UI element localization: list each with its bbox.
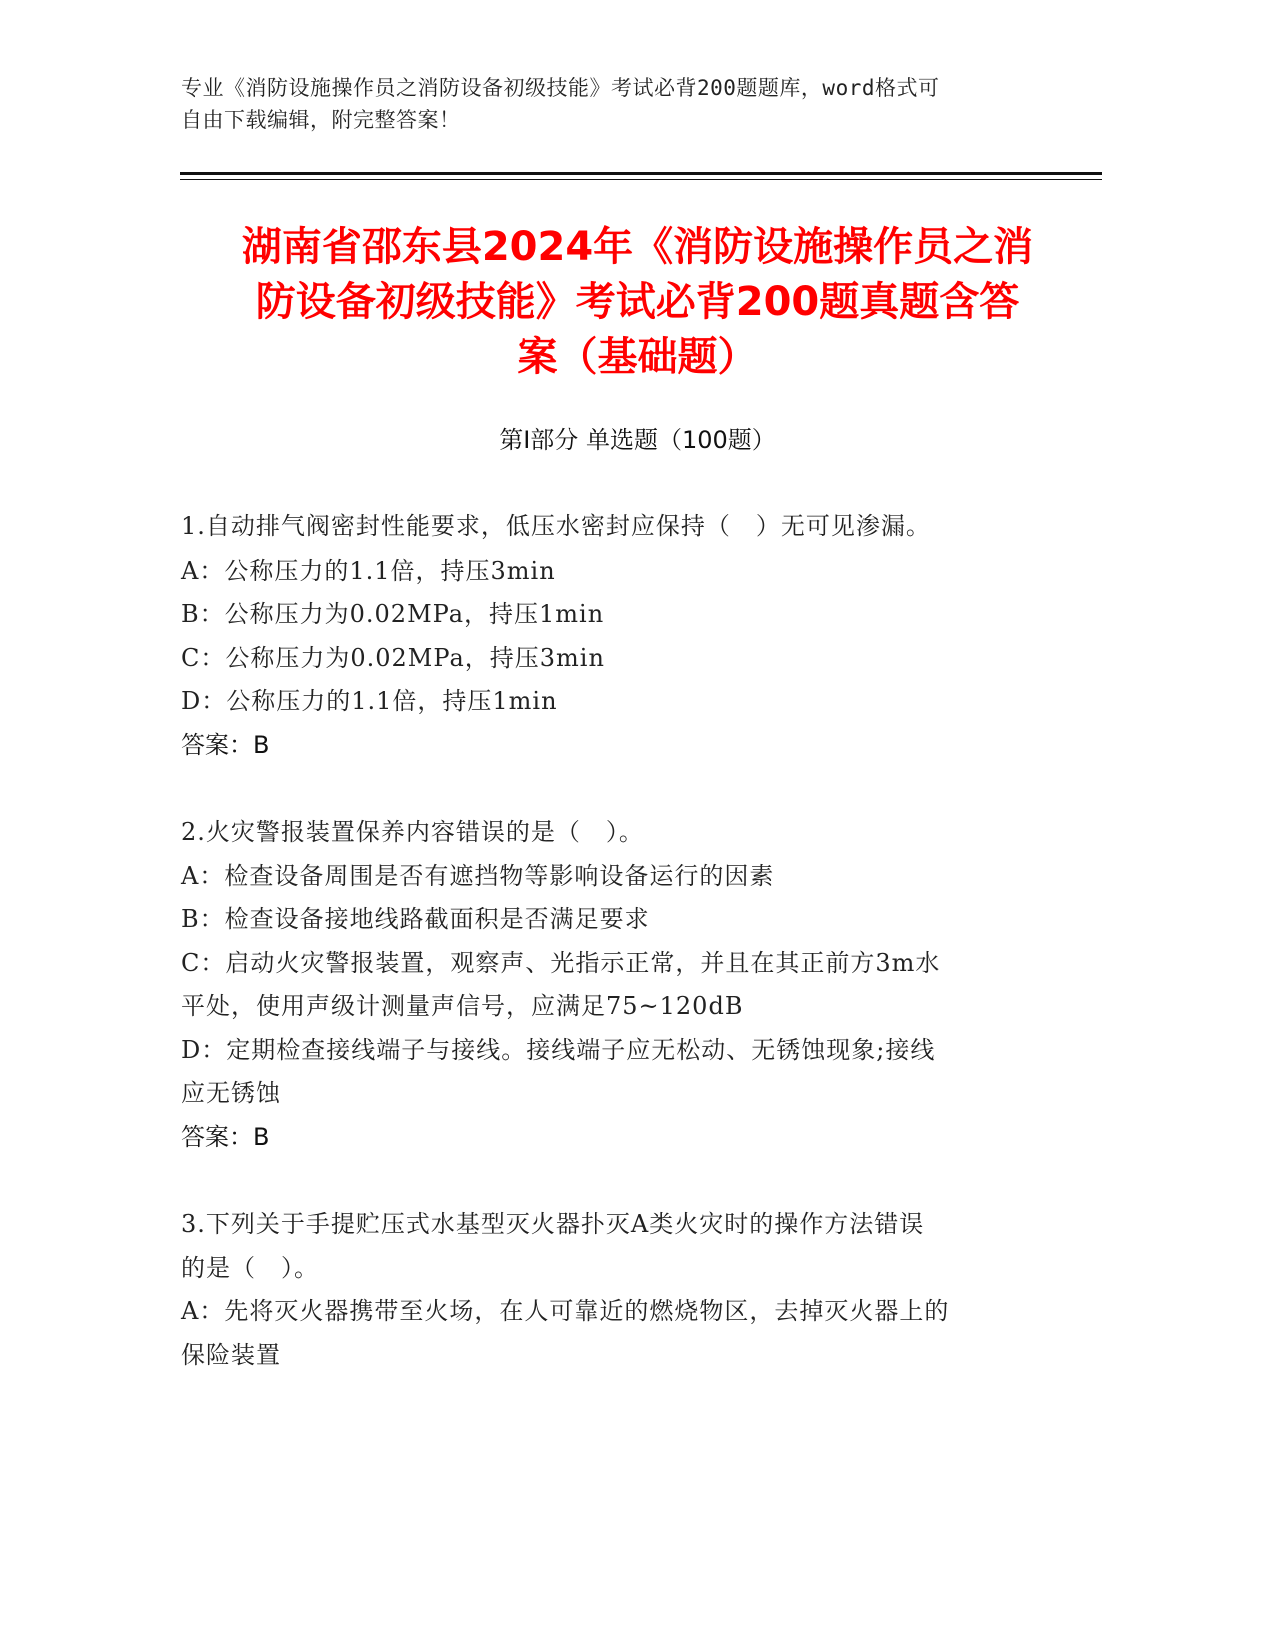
question-2-option-c-line-1: C：启动火灾警报装置，观察声、光指示正常，并且在其正前方3m水 <box>181 949 941 977</box>
question-2-option-d-line-2: 应无锈蚀 <box>181 1079 281 1107</box>
document-title <box>150 220 1125 385</box>
question-1-option-a: A：公称压力的1.1倍，持压3min <box>181 557 556 585</box>
question-2-option-c-line-2: 平处，使用声级计测量声信号，应满足75~120dB <box>181 992 744 1020</box>
header-note <box>181 72 1061 136</box>
document-title-line-2: 防设备初级技能》考试必背200题真题含答 <box>255 279 1020 325</box>
question-2-option-b: B：检查设备接地线路截面积是否满足要求 <box>181 905 650 933</box>
question-1-option-c: C：公称压力为0.02MPa，持压3min <box>181 644 605 672</box>
document-title-line-3: 案（基础题） <box>517 334 758 380</box>
header-note-line-2: 自由下载编辑，附完整答案！ <box>181 108 461 132</box>
header-note-line-1: 专业《消防设施操作员之消防设备初级技能》考试必背200题题库，word格式可 <box>181 76 940 100</box>
question-3-stem-line-1: 3.下列关于手提贮压式水基型灭火器扑灭A类火灾时的操作方法错误 <box>181 1210 925 1238</box>
header-divider-thick <box>180 172 1102 175</box>
section-title: 第Ⅰ部分 单选题（100题） <box>499 426 776 454</box>
question-2-option-a: A：检查设备周围是否有遮挡物等影响设备运行的因素 <box>181 862 775 890</box>
question-3-option-a-line-1: A：先将灭火器携带至火场，在人可靠近的燃烧物区，去掉灭火器上的 <box>181 1297 950 1325</box>
question-1-stem-line-1: 1.自动排气阀密封性能要求，低压水密封应保持（ ）无可见渗漏。 <box>181 512 931 540</box>
header-divider-thin <box>180 179 1102 180</box>
question-3-stem-line-2: 的是（ ）。 <box>181 1254 319 1282</box>
question-2-option-d-line-1: D：定期检查接线端子与接线。接线端子应无松动、无锈蚀现象;接线 <box>181 1036 936 1064</box>
question-1-option-d: D：公称压力的1.1倍，持压1min <box>181 687 558 715</box>
question-3-option-a-line-2: 保险装置 <box>181 1341 281 1369</box>
question-1-answer: 答案：B <box>181 731 270 759</box>
document-title-line-1: 湖南省邵东县2024年《消防设施操作员之消 <box>241 224 1034 270</box>
question-2-stem-line-1: 2.火灾警报装置保养内容错误的是（ ）。 <box>181 818 644 846</box>
question-2-answer: 答案：B <box>181 1123 270 1151</box>
question-1-option-b: B：公称压力为0.02MPa，持压1min <box>181 600 605 628</box>
